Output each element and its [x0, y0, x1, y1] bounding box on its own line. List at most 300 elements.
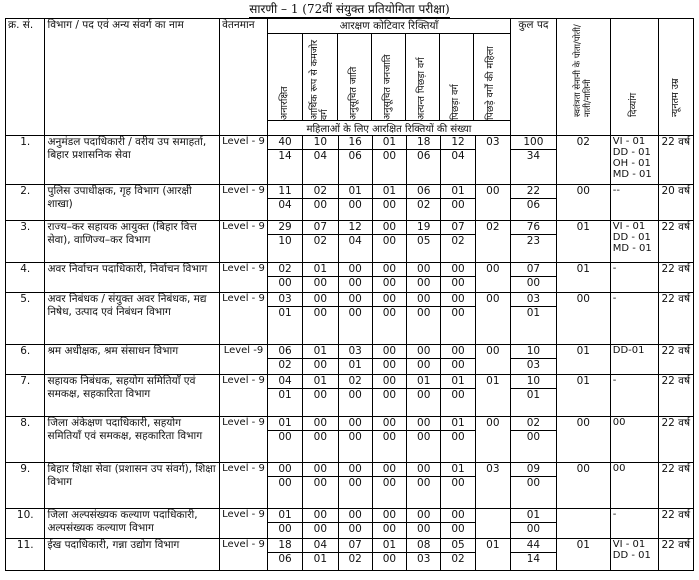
women-total-value: 01 — [526, 389, 541, 401]
vacancy-cell — [303, 539, 338, 571]
bc-women-vacancy: 02 — [475, 221, 510, 263]
serial-number: 9. — [6, 463, 45, 509]
women-total-value: 03 — [526, 359, 541, 371]
total-vacancy: 04 — [268, 375, 302, 389]
pay-level: Level - 9 — [220, 221, 268, 263]
total-posts — [511, 375, 557, 417]
vacancy-cell — [441, 293, 475, 345]
post-name: ईख पदाधिकारी, गन्ना उद्योग विभाग — [45, 539, 220, 571]
vacancy-cell — [267, 293, 302, 345]
pay-level: Level - 9 — [220, 136, 268, 185]
freedom-fighter-quota: 01 — [556, 539, 610, 571]
women-total-value: 00 — [526, 523, 541, 535]
vacancy-cell — [441, 345, 475, 375]
total-vacancy: 00 — [441, 293, 474, 307]
women-vacancy: 04 — [451, 150, 465, 162]
women-vacancy: 00 — [382, 389, 397, 401]
serial-number: 11. — [6, 539, 45, 571]
women-total-value: 01 — [526, 307, 541, 319]
women-vacancy: 00 — [313, 359, 328, 371]
table-row — [6, 463, 694, 509]
minimum-age: 22 वर्ष — [658, 345, 693, 375]
serial-number: 5. — [6, 293, 45, 345]
total-vacancy: 00 — [303, 463, 337, 477]
women-vacancy: 00 — [451, 199, 465, 211]
pay-level: Level -9 — [220, 345, 268, 375]
serial-number: 3. — [6, 221, 45, 263]
category-headers — [268, 34, 510, 120]
total-vacancy: 00 — [407, 463, 440, 477]
minimum-age: 20 वर्ष — [658, 185, 693, 221]
disabled-quota: -- — [610, 185, 658, 221]
total-vacancy: 00 — [339, 509, 372, 523]
vacancy-cell — [267, 221, 302, 263]
women-vacancy: 00 — [451, 431, 465, 443]
vacancy-cell — [372, 293, 406, 345]
total-vacancy: 00 — [339, 463, 372, 477]
disabled-quota: - — [610, 293, 658, 345]
vacancy-cell — [303, 293, 338, 345]
table-row — [6, 293, 694, 345]
pay-level: Level - 9 — [220, 263, 268, 293]
women-vacancy: 06 — [417, 150, 431, 162]
total-vacancy: 02 — [339, 375, 372, 389]
disabled-quota: - — [610, 509, 658, 539]
vacancy-cell — [441, 539, 475, 571]
total-vacancy: 04 — [303, 539, 337, 553]
total-vacancy: 00 — [373, 375, 406, 389]
freedom-fighter-quota: 01 — [556, 375, 610, 417]
total-posts — [511, 263, 557, 293]
vacancy-cell — [267, 463, 302, 509]
bc-women-vacancy: 00 — [475, 417, 510, 463]
vacancy-cell — [303, 417, 338, 463]
women-vacancy: 14 — [278, 150, 292, 162]
total-posts-value: 09 — [511, 463, 556, 477]
total-vacancy: 00 — [373, 221, 406, 235]
total-vacancy: 19 — [407, 221, 440, 235]
women-vacancy: 06 — [278, 553, 292, 565]
total-vacancy: 01 — [303, 375, 337, 389]
women-vacancy: 00 — [278, 523, 292, 535]
vacancy-cell — [303, 375, 338, 417]
vacancy-cell — [372, 263, 406, 293]
table-title: सारणी – 1 (72वीं संयुक्त प्रतियोगिता परीक्षा) — [249, 2, 450, 16]
total-vacancy: 01 — [441, 463, 474, 477]
total-posts — [511, 417, 557, 463]
total-vacancy: 07 — [339, 539, 372, 553]
vacancy-cell — [338, 136, 372, 185]
disabled-quota: VI - 01 DD - 01 OH - 01 MD - 01 — [610, 136, 658, 185]
freedom-fighter-quota: 01 — [556, 263, 610, 293]
vacancy-cell — [407, 263, 441, 293]
women-vacancy: 00 — [348, 431, 362, 443]
bc-women-vacancy: 00 — [475, 293, 510, 345]
freedom-fighter-quota: 00 — [556, 185, 610, 221]
women-vacancy: 00 — [348, 477, 362, 489]
women-vacancy: 01 — [313, 553, 328, 565]
women-vacancy: 00 — [382, 307, 397, 319]
women-vacancy: 00 — [382, 277, 397, 289]
total-vacancy: 01 — [373, 136, 406, 150]
total-vacancy: 16 — [339, 136, 372, 150]
total-vacancy: 00 — [407, 263, 440, 277]
women-vacancy: 00 — [451, 277, 465, 289]
total-vacancy: 00 — [303, 509, 337, 523]
women-vacancy: 00 — [451, 477, 465, 489]
women-vacancy: 00 — [451, 389, 465, 401]
women-vacancy: 02 — [348, 553, 362, 565]
bc-women-vacancy — [475, 509, 510, 539]
women-vacancy: 01 — [278, 307, 292, 319]
post-name: अनुमंडल पदाधिकारी / वरीय उप समाहर्ता, बिहार प्रशासनिक सेवा — [45, 136, 220, 185]
vacancy-cell — [267, 539, 302, 571]
women-vacancy: 02 — [417, 199, 431, 211]
women-total-value: 00 — [526, 477, 541, 489]
category-header: आर्थिक रूप से कमजोर वर्ग — [303, 34, 338, 120]
vacancy-cell — [303, 221, 338, 263]
women-vacancy: 00 — [313, 477, 328, 489]
vacancy-cell — [372, 417, 406, 463]
serial-number: 8. — [6, 417, 45, 463]
women-vacancy: 00 — [417, 431, 431, 443]
vacancy-cell — [267, 263, 302, 293]
women-total-value: 00 — [526, 431, 541, 443]
total-vacancy: 00 — [407, 293, 440, 307]
vacancy-cell — [338, 293, 372, 345]
women-vacancy: 00 — [313, 523, 328, 535]
vacancy-cell — [407, 509, 441, 539]
vacancy-cell — [407, 417, 441, 463]
pay-level: Level - 9 — [220, 417, 268, 463]
women-vacancy: 00 — [417, 523, 431, 535]
women-vacancy: 00 — [278, 277, 292, 289]
category-header: अनारक्षित — [268, 34, 303, 120]
table-row — [6, 185, 694, 221]
total-vacancy: 08 — [407, 539, 440, 553]
total-posts-value: 22 — [511, 185, 556, 199]
women-vacancy: 06 — [348, 150, 362, 162]
header-women-row: महिलाओं के लिए आरक्षित रिक्तियों की संख्या — [267, 121, 510, 136]
category-header: अत्यन्त पिछड़ा वर्ग — [406, 34, 440, 120]
minimum-age: 22 वर्ष — [658, 136, 693, 185]
table-row — [6, 539, 694, 571]
table-row — [6, 221, 694, 263]
women-vacancy: 00 — [382, 523, 397, 535]
table-row — [6, 509, 694, 539]
reservation-table — [5, 18, 694, 571]
total-vacancy: 00 — [373, 345, 406, 359]
vacancy-cell — [372, 185, 406, 221]
serial-number: 7. — [6, 375, 45, 417]
freedom-fighter-quota: 00 — [556, 293, 610, 345]
post-name: अवर निबंधक / संयुक्त अवर निबंधक, मद्य निषेध, उत्पाद एवं निबंधन विभाग — [45, 293, 220, 345]
total-vacancy: 10 — [303, 136, 337, 150]
total-vacancy: 01 — [373, 539, 406, 553]
total-vacancy: 01 — [407, 375, 440, 389]
women-vacancy: 00 — [451, 523, 465, 535]
pay-level: Level - 9 — [220, 509, 268, 539]
total-posts-value: 01 — [511, 509, 556, 523]
total-vacancy: 06 — [268, 345, 302, 359]
total-posts-value: 76 — [511, 221, 556, 235]
total-posts — [511, 539, 557, 571]
minimum-age: 22 वर्ष — [658, 463, 693, 509]
total-vacancy: 00 — [339, 263, 372, 277]
bc-women-vacancy: 03 — [475, 463, 510, 509]
freedom-fighter-quota: 01 — [556, 221, 610, 263]
total-vacancy: 11 — [268, 185, 302, 199]
women-total-value: 23 — [526, 235, 541, 247]
vacancy-cell — [407, 345, 441, 375]
women-vacancy: 00 — [348, 307, 362, 319]
vacancy-cell — [338, 263, 372, 293]
women-vacancy: 00 — [451, 359, 465, 371]
category-header: पिछड़ा वर्ग — [440, 34, 474, 120]
total-vacancy: 00 — [373, 463, 406, 477]
total-vacancy: 00 — [303, 293, 337, 307]
vacancy-cell — [407, 136, 441, 185]
total-vacancy: 06 — [407, 185, 440, 199]
vacancy-cell — [303, 185, 338, 221]
vacancy-cell — [407, 539, 441, 571]
women-vacancy: 00 — [348, 523, 362, 535]
disabled-quota: - — [610, 375, 658, 417]
vacancy-cell — [372, 345, 406, 375]
total-vacancy: 40 — [268, 136, 302, 150]
bc-women-vacancy: 00 — [475, 185, 510, 221]
women-vacancy: 00 — [313, 307, 328, 319]
women-vacancy: 00 — [417, 307, 431, 319]
post-name: जिला अल्पसंख्यक कल्याण पदाधिकारी, अल्पसंख्यक कल्याण विभाग — [45, 509, 220, 539]
disabled-quota: 00 — [610, 463, 658, 509]
bc-women-vacancy: 01 — [475, 539, 510, 571]
vacancy-cell — [267, 417, 302, 463]
post-name: जिला अंकेक्षण पदाधिकारी, सहयोग समितियाँ एवं समकक्ष, सहकारिता विभाग — [45, 417, 220, 463]
total-vacancy: 00 — [441, 345, 474, 359]
total-vacancy: 00 — [373, 293, 406, 307]
total-vacancy: 01 — [303, 263, 337, 277]
vacancy-cell — [267, 375, 302, 417]
total-vacancy: 29 — [268, 221, 302, 235]
women-vacancy: 00 — [382, 553, 397, 565]
bc-women-vacancy: 00 — [475, 263, 510, 293]
freedom-fighter-quota: 00 — [556, 417, 610, 463]
women-vacancy: 04 — [313, 150, 328, 162]
women-vacancy: 00 — [313, 199, 328, 211]
total-vacancy: 00 — [373, 509, 406, 523]
women-total-value: 14 — [526, 553, 541, 565]
pay-level: Level - 9 — [220, 185, 268, 221]
women-vacancy: 00 — [382, 235, 397, 247]
post-name: बिहार शिक्षा सेवा (प्रशासन उप संवर्ग), शिक्षा विभाग — [45, 463, 220, 509]
header-sl: क्र. सं. — [6, 19, 45, 136]
total-vacancy: 12 — [441, 136, 474, 150]
total-vacancy: 02 — [303, 185, 337, 199]
vacancy-cell — [441, 375, 475, 417]
women-vacancy: 02 — [451, 235, 465, 247]
total-posts-value: 10 — [511, 375, 556, 389]
vacancy-cell — [441, 463, 475, 509]
total-vacancy: 03 — [339, 345, 372, 359]
minimum-age: 22 वर्ष — [658, 417, 693, 463]
minimum-age: 22 वर्ष — [658, 509, 693, 539]
vacancy-cell — [372, 136, 406, 185]
table-row — [6, 345, 694, 375]
vacancy-cell — [303, 263, 338, 293]
disabled-quota: - — [610, 263, 658, 293]
post-name: श्रम अधीक्षक, श्रम संसाधन विभाग — [45, 345, 220, 375]
header-reservation: आरक्षण कोटिवार रिक्तियाँ अनारक्षित आर्थिक रूप से कमजोर वर्ग अनुसूचित जाति अनुसूचित जनजाति अत्यन्त पिछड़ा वर्ग पिछड़ा वर्ग पिछड़े वर्गों की महिला — [267, 19, 510, 121]
women-vacancy: 00 — [313, 277, 328, 289]
total-vacancy: 00 — [441, 263, 474, 277]
women-vacancy: 02 — [451, 553, 465, 565]
total-posts-value: 100 — [511, 136, 556, 150]
vacancy-cell — [267, 185, 302, 221]
pay-level: Level - 9 — [220, 375, 268, 417]
vacancy-cell — [338, 345, 372, 375]
disabled-quota: DD-01 — [610, 345, 658, 375]
women-vacancy: 01 — [348, 359, 362, 371]
total-posts — [511, 345, 557, 375]
total-posts — [511, 463, 557, 509]
total-vacancy: 00 — [407, 417, 440, 431]
total-vacancy: 00 — [373, 417, 406, 431]
table-row — [6, 136, 694, 185]
header-disabled: दिव्यांग — [610, 19, 658, 136]
women-vacancy: 00 — [278, 431, 292, 443]
post-name: पुलिस उपाधीक्षक, गृह विभाग (आरक्षी शाखा) — [45, 185, 220, 221]
total-vacancy: 00 — [407, 509, 440, 523]
women-vacancy: 04 — [348, 235, 362, 247]
freedom-fighter-quota — [556, 509, 610, 539]
total-posts — [511, 185, 557, 221]
women-vacancy: 04 — [278, 199, 292, 211]
serial-number: 6. — [6, 345, 45, 375]
vacancy-cell — [441, 263, 475, 293]
vacancy-cell — [372, 509, 406, 539]
header-freedom: स्वतंत्रता सेनानी के पोता/पोती/नाती/नातिनी — [556, 19, 610, 136]
women-vacancy: 00 — [382, 431, 397, 443]
total-posts-value: 03 — [511, 293, 556, 307]
vacancy-cell — [303, 509, 338, 539]
bc-women-vacancy: 01 — [475, 375, 510, 417]
total-vacancy: 00 — [339, 293, 372, 307]
women-vacancy: 10 — [278, 235, 292, 247]
vacancy-cell — [338, 417, 372, 463]
serial-number: 2. — [6, 185, 45, 221]
women-total-value: 06 — [526, 199, 541, 211]
vacancy-cell — [303, 463, 338, 509]
total-posts-value: 10 — [511, 345, 556, 359]
vacancy-cell — [441, 136, 475, 185]
minimum-age: 22 वर्ष — [658, 293, 693, 345]
vacancy-cell — [338, 221, 372, 263]
vacancy-cell — [372, 463, 406, 509]
post-name: सहायक निबंधक, सहयोग समितियाँ एवं समकक्ष, सहकारिता विभाग — [45, 375, 220, 417]
total-vacancy: 00 — [373, 263, 406, 277]
vacancy-cell — [441, 185, 475, 221]
total-vacancy: 01 — [441, 417, 474, 431]
total-vacancy: 18 — [407, 136, 440, 150]
minimum-age: 22 वर्ष — [658, 263, 693, 293]
vacancy-cell — [441, 509, 475, 539]
total-vacancy: 03 — [268, 293, 302, 307]
serial-number: 1. — [6, 136, 45, 185]
women-vacancy: 00 — [451, 307, 465, 319]
vacancy-cell — [407, 293, 441, 345]
post-name: अवर निर्वाचन पदाधिकारी, निर्वाचन विभाग — [45, 263, 220, 293]
total-vacancy: 12 — [339, 221, 372, 235]
freedom-fighter-quota: 02 — [556, 136, 610, 185]
women-total-value: 34 — [526, 150, 541, 162]
minimum-age: 22 वर्ष — [658, 375, 693, 417]
minimum-age: 22 वर्ष — [658, 221, 693, 263]
vacancy-cell — [338, 185, 372, 221]
header-dept: विभाग / पद एवं अन्य संवर्ग का नाम — [45, 19, 220, 136]
total-vacancy: 18 — [268, 539, 302, 553]
total-posts — [511, 221, 557, 263]
women-vacancy: 00 — [382, 199, 397, 211]
women-vacancy: 00 — [313, 389, 328, 401]
total-posts-value: 44 — [511, 539, 556, 553]
vacancy-cell — [338, 509, 372, 539]
total-vacancy: 01 — [303, 345, 337, 359]
vacancy-cell — [267, 509, 302, 539]
pay-level: Level - 9 — [220, 463, 268, 509]
total-vacancy: 07 — [441, 221, 474, 235]
minimum-age: 22 वर्ष — [658, 539, 693, 571]
total-vacancy: 00 — [407, 345, 440, 359]
women-vacancy: 00 — [348, 199, 362, 211]
vacancy-cell — [407, 375, 441, 417]
total-posts — [511, 509, 557, 539]
women-vacancy: 00 — [382, 477, 397, 489]
freedom-fighter-quota: 00 — [556, 463, 610, 509]
total-posts — [511, 293, 557, 345]
total-posts-value: 07 — [511, 263, 556, 277]
pay-level: Level - 9 — [220, 293, 268, 345]
women-vacancy: 00 — [417, 477, 431, 489]
header-pay: वेतनमान — [220, 19, 268, 136]
total-vacancy: 02 — [268, 263, 302, 277]
pay-level: Level - 9 — [220, 539, 268, 571]
disabled-quota: VI - 01 DD - 01 MD - 01 — [610, 221, 658, 263]
header-min-age: न्यूनतम उम्र — [658, 19, 693, 136]
women-vacancy: 00 — [417, 277, 431, 289]
women-vacancy: 03 — [417, 553, 431, 565]
total-vacancy: 05 — [441, 539, 474, 553]
total-vacancy: 00 — [268, 463, 302, 477]
women-total-value: 00 — [526, 277, 541, 289]
women-vacancy: 00 — [417, 359, 431, 371]
women-vacancy: 00 — [313, 431, 328, 443]
vacancy-cell — [441, 221, 475, 263]
category-header: अनुसूचित जाति — [338, 34, 372, 120]
vacancy-cell — [338, 463, 372, 509]
header-total: कुल पद — [511, 19, 557, 136]
total-vacancy: 01 — [373, 185, 406, 199]
total-vacancy: 01 — [441, 185, 474, 199]
bc-women-vacancy: 03 — [475, 136, 510, 185]
table-row — [6, 263, 694, 293]
total-vacancy: 01 — [339, 185, 372, 199]
category-header: अनुसूचित जनजाति — [372, 34, 406, 120]
table-row — [6, 375, 694, 417]
vacancy-cell — [338, 375, 372, 417]
women-vacancy: 00 — [348, 389, 362, 401]
serial-number: 10. — [6, 509, 45, 539]
